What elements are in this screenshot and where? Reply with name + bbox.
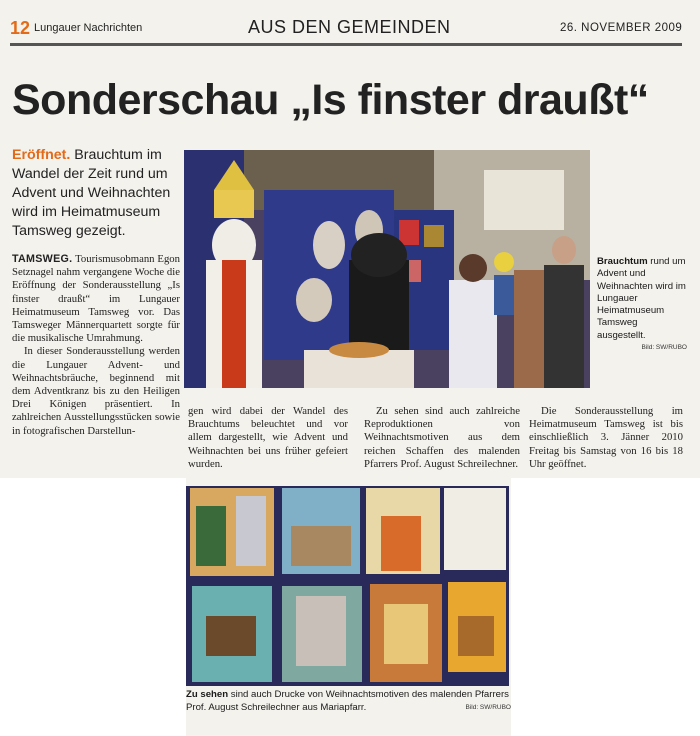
exhibition-photo [184, 150, 590, 388]
body-column-2 [188, 405, 348, 471]
paintings-photo [186, 486, 509, 686]
col4-paragraph: Die Sonderausstellung im Heimatmuseum Tamsweg ist bis einschließlich 3. Jänner 2010 Freitag bis Samstag von 16 bis 18 Uhr geöffnet. [529, 405, 683, 470]
section-title: AUS DEN GEMEINDEN [248, 17, 451, 37]
blank-area-left [0, 478, 186, 736]
photo1-caption [597, 256, 687, 354]
lead-text: Brauchtum im Wandel der Zeit rund um Advent und Weihnachten wird im Heimatmuseum Tamsweg gezeigt. [12, 147, 171, 239]
lead-keyword: Eröffnet. [12, 147, 71, 163]
blank-area-right [511, 478, 700, 736]
paper-name: Lungauer Nachrichten [34, 22, 143, 34]
photo1-caption-bold: Brauchtum [597, 256, 648, 267]
col1-paragraph-1: Tourismusobmann Egon Setznagel nahm vergangene Woche die Eröffnung der Sonderausstellung „Is finster draußt“ im Lungauer Heimatmuseum Tamsweg vor. Das Tamsweger Männerquartett sorgte für die musikalische Umrahmung. [12, 253, 180, 345]
body-column-1 [12, 253, 180, 438]
photo1-credit: Bild: SW/RUBO [641, 344, 687, 352]
photo1-caption-text: rund um Advent und Weihnachten wird im Lungauer Heimatmuseum Tamsweg ausgestellt. [597, 256, 686, 341]
exhibition-photo-illustration [184, 150, 590, 388]
body-column-3 [364, 405, 520, 471]
photo2-caption-text: sind auch Drucke von Weihnachtsmotiven des malenden Pfarrers Prof. August Schreilechner aus Mariapfarr. [186, 689, 509, 713]
header-rule [10, 43, 682, 46]
photo2-credit: Bild: SW/RUBO [465, 703, 511, 711]
dateline: TAMSWEG. [12, 253, 73, 265]
body-column-4 [529, 405, 683, 471]
page-number: 12 [10, 18, 31, 38]
headline: Sonderschau „Is finster draußt“ [12, 76, 649, 124]
photo2-caption [186, 689, 511, 714]
col2-paragraph: gen wird dabei der Wandel des Brauchtums beleuchtet und vor allem dargestellt, wie Advent und Weihnachten bei uns früher gefeiert wurden. [188, 405, 348, 470]
paintings-photo-illustration [186, 486, 509, 686]
col3-paragraph: Zu sehen sind auch zahlreiche Reproduktionen von Weihnachtsmotiven aus dem reichen Schaffen des malenden Pfarrers Prof. August Schreilechner. [364, 405, 520, 470]
lead-paragraph [12, 146, 182, 241]
photo2-caption-bold: Zu sehen [186, 689, 229, 700]
col1-paragraph-2: In dieser Sonderausstellung werden die Lungauer Advent- und Weihnachtsbräuche, beginnend mit dem Adventkranz bis zu den Heiligen Drei Königen präsentiert. In zahlreichen Ausstellungsstücken sowie in fotografischen Darstellun- [12, 345, 180, 437]
issue-date: 26. NOVEMBER 2009 [560, 22, 683, 34]
